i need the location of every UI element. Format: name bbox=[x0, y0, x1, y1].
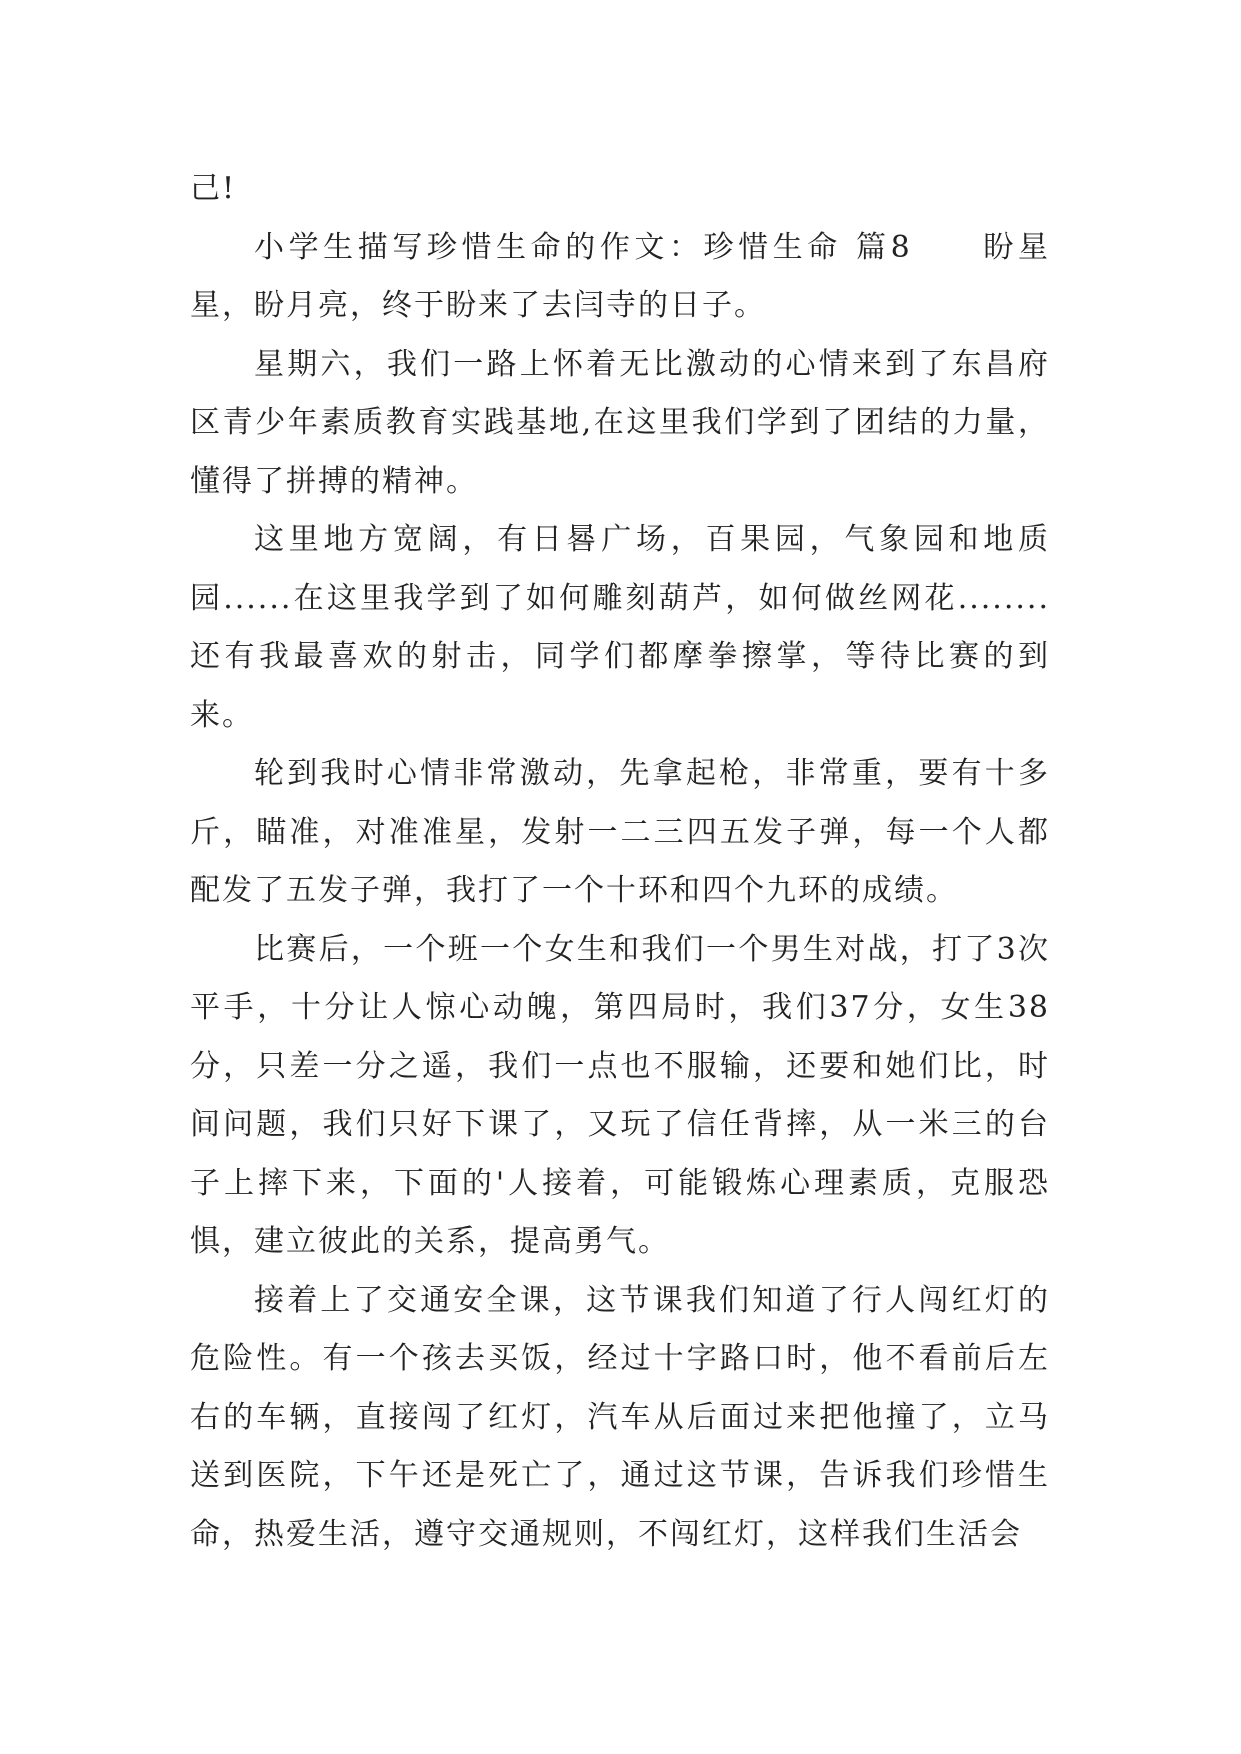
paragraph-saturday: 星期六，我们一路上怀着无比激动的心情来到了东昌府区青少年素质教育实践基地,在这里我们学到了团结的力量，懂得了拼搏的精神。 bbox=[190, 346, 1050, 499]
paragraph-continuation: 己! bbox=[190, 171, 237, 206]
paragraph-traffic-safety: 接着上了交通安全课，这节课我们知道了行人闯红灯的危险性。有一个孩去买饭，经过十字路口时，他不看前后左右的车辆，直接闯了红灯，汽车从后面过来把他撞了，立马送到医院，下午还是死亡了，通过这节课，告诉我们珍惜生命，热爱生活，遵守交通规则，不闯红灯，这样我们生活会 bbox=[190, 1282, 1050, 1552]
paragraph-shooting: 轮到我时心情非常激动，先拿起枪，非常重，要有十多斤，瞄准，对准准星，发射一二三四五发子弹，每一个人都配发了五发子弹，我打了一个十环和四个九环的成绩。 bbox=[190, 756, 1050, 908]
paragraph-title-intro: 小学生描写珍惜生命的作文：珍惜生命 篇8 盼星星，盼月亮，终于盼来了去闫寺的日子。 bbox=[190, 229, 1050, 323]
paragraph-competition: 比赛后，一个班一个女生和我们一个男生对战，打了3次平手，十分让人惊心动魄，第四局时，我们37分，女生38分，只差一分之遥，我们一点也不服输，还要和她们比，时间问题，我们只好下课了，又玩了信任背摔，从一米三的台子上摔下来，下面的'人接着，可能锻炼心理素质，克服恐惧，建立彼此的关系，提高勇气。 bbox=[190, 931, 1050, 1259]
document-body bbox=[190, 160, 1050, 1564]
paragraph-place: 这里地方宽阔，有日晷广场，百果园，气象园和地质园......在这里我学到了如何雕刻葫芦，如何做丝网花........还有我最喜欢的射击，同学们都摩拳擦掌，等待比赛的到来。 bbox=[190, 522, 1050, 733]
